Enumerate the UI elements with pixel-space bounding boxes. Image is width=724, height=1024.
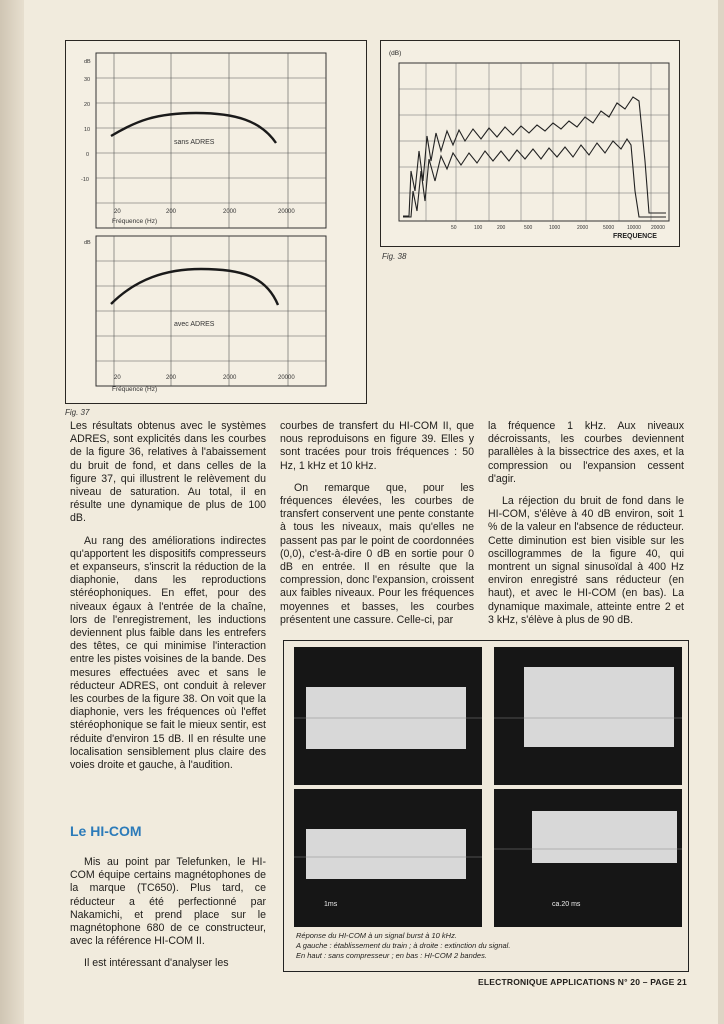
time-scale-1ms: 1ms <box>324 901 338 908</box>
y-tick: 10 <box>84 127 91 133</box>
x-tick: 200 <box>166 209 177 215</box>
x-tick: 20000 <box>651 225 665 231</box>
text-column-1 <box>70 420 266 781</box>
paragraph: Mis au point par Telefunken, le HI-COM équipe certains magnétophones de la marque (TC650). Plus tard, ce réducteur a été perfectionné par Nakamichi, et prend place sur le magnétophone 680 de ce constructeur, avec la référence HI-COM II. <box>70 856 266 948</box>
graph-avec-adres <box>84 236 326 393</box>
bottom-graph-label: avec ADRES <box>174 321 215 328</box>
caption-line: En haut : sans compresseur ; en bas : HI-COM 2 bandes. <box>296 951 487 960</box>
y-tick: -10 <box>81 177 89 183</box>
x-tick: 20 <box>114 209 121 215</box>
caption-line: A gauche : établissement du train ; à droite : extinction du signal. <box>296 941 511 950</box>
figure-36-37-box <box>65 40 367 404</box>
text-column-1-continued <box>70 856 266 980</box>
paragraph: Il est intéressant d'analyser les <box>84 957 229 970</box>
figure-40-caption <box>296 931 676 961</box>
x-axis-label: Fréquence (Hz) <box>112 218 158 225</box>
paragraph: Les résultats obtenus avec le systèmes ADRES, sont explicités dans les courbes de la figure 36, relatives à l'abaissement du bruit de fond, et dans celles de la figure 37, qui illustrent le relèvement du niveau de saturation. Au total, il en résulte une dynamique de plus de 100 dB. <box>70 420 266 525</box>
paragraph: On remarque que, pour les fréquences élevées, les courbes de transfert conservent une pente constante à tous les niveaux, mais qu'elles ne passent pas par le point de coordonnées (0,0), c'est-à-dire 0 dB en sortie pour 0 dB en entrée. Il en résulte que la compression, donc l'expansion, croissent aux faibles niveaux. Pour les fréquences moyennes et basses, les courbes présentent une cassure. Celle-ci, par <box>280 481 474 626</box>
graph-sans-adres <box>81 53 326 228</box>
y-tick: 0 <box>86 152 90 158</box>
paragraph: courbes de transfert du HI-COM II, que nous reproduisons en figure 39. Elles y sont tracées pour trois fréquences : 50 Hz, 1 kHz et 10 kHz. <box>280 420 474 472</box>
x-tick: 20000 <box>278 209 295 215</box>
x-tick: 20 <box>114 375 121 381</box>
text-column-3 <box>488 420 684 636</box>
y-unit: (dB) <box>389 50 402 57</box>
text-column-2 <box>280 420 474 636</box>
x-tick: 100 <box>474 225 483 231</box>
frequency-response-graphs <box>66 41 366 403</box>
y-tick: 20 <box>84 102 91 108</box>
y-unit: dB <box>84 59 91 65</box>
oscillogram-top-right <box>494 647 682 785</box>
figure-38-caption: Fig. 38 <box>382 252 407 261</box>
y-tick: 30 <box>84 77 91 83</box>
caption-line: Réponse du HI-COM à un signal burst à 10 kHz. <box>296 931 457 940</box>
binding-gutter <box>0 0 24 1024</box>
x-tick: 200 <box>166 375 177 381</box>
y-unit: dB <box>84 240 91 246</box>
x-tick: 10000 <box>627 225 641 231</box>
x-tick: 2000 <box>577 225 589 231</box>
x-tick: 20000 <box>278 375 295 381</box>
page-footer: ELECTRONIQUE APPLICATIONS N° 20 – PAGE 21 <box>478 977 687 987</box>
section-title: Le HI-COM <box>70 823 142 839</box>
page-edge <box>718 0 724 1024</box>
top-graph-label: sans ADRES <box>174 139 215 146</box>
x-axis-label: FREQUENCE <box>613 233 657 240</box>
x-tick: 200 <box>497 225 506 231</box>
x-tick: 50 <box>451 225 457 231</box>
x-tick: 2000 <box>223 209 237 215</box>
oscillogram-bottom-left <box>294 789 482 927</box>
oscillogram-top-left <box>294 647 482 785</box>
paragraph: la fréquence 1 kHz. Aux niveaux décroissants, les courbes deviennent parallèles à la bissectrice des axes, et la compression ou l'expansion cessent d'agir. <box>488 420 684 485</box>
x-tick: 1000 <box>549 225 561 231</box>
time-scale-20ms: ca.20 ms <box>552 901 581 908</box>
oscillogram-photo <box>283 640 689 972</box>
crosstalk-graph <box>381 41 679 246</box>
paragraph: La réjection du bruit de fond dans le HI-COM, s'élève à 40 dB environ, soit 1 % de la valeur en l'absence de réducteur. Cette diminution est bien visible sur les oscillogrammes de la figure 40, qui montrent un signal sinusoïdal à 400 Hz environ enregistré sans réducteur (en haut), et avec le HI-COM (en bas). La dynamique maximale, atteinte entre 2 et 3 kHz, s'élève à plus de 90 dB. <box>488 495 684 626</box>
figure-37-caption: Fig. 37 <box>65 408 90 417</box>
x-axis-label: Fréquence (Hz) <box>112 386 158 393</box>
oscillogram-bottom-right <box>494 789 682 927</box>
x-tick: 2000 <box>223 375 237 381</box>
x-tick: 5000 <box>603 225 615 231</box>
x-tick: 500 <box>524 225 533 231</box>
paragraph: Au rang des améliorations indirectes qu'apportent les dispositifs compresseurs et expanseurs, s'inscrit la réduction de la diaphonie, dans les reproductions stéréophoniques. En effet, pour des niveaux égaux à l'entrée de la chaîne, lors de l'enregistrement, les inductions deviennent plus faible dans les entrefers des têtes, ce qui minimise l'interaction entre les pistes voisines de la bande. Des mesures effectuées avec et sans le réducteur ADRES, ont conduit à relever les courbes de la figure 38. On voit que la diaphonie, vers les fréquences où l'effet stéréophonique se fait le mieux sentir, est réduite d'environ 15 dB. Il en résulte une localisation sensiblement plus claire des voies droite et gauche, à l'audition. <box>70 534 266 772</box>
figure-38-box <box>380 40 680 247</box>
